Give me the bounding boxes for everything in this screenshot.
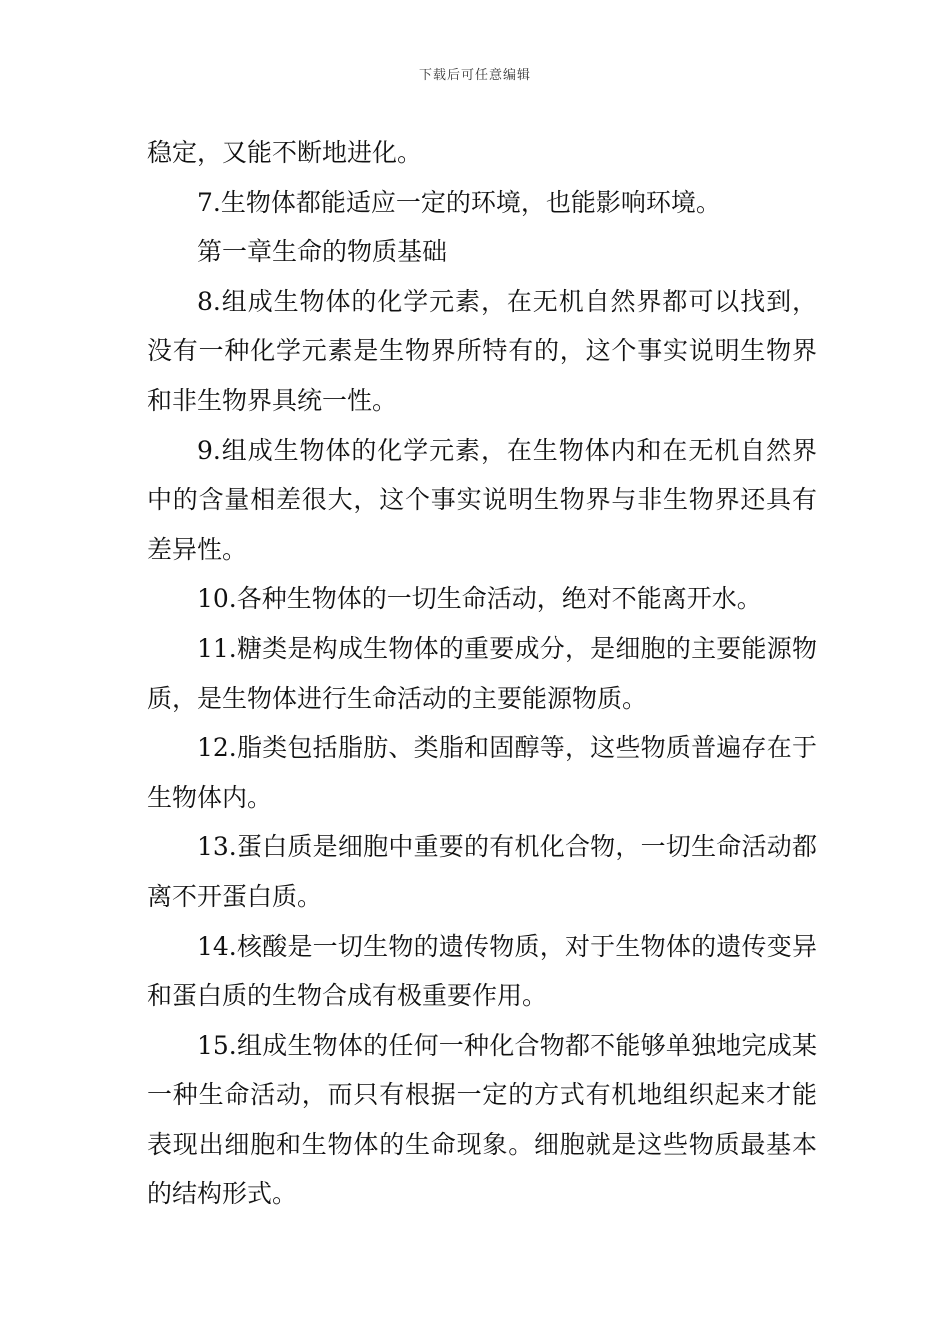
paragraph-item-10: 10.各种生物体的一切生命活动，绝对不能离开水。 <box>197 584 762 614</box>
paragraph-item-15: 15.组成生物体的任何一种化合物都不能够单独地完成某一种生命活动，而只有根据一定的方式有机地组织起来才能表现出细胞和生物体的生命现象。细胞就是这些物质最基本的结构形式。 <box>147 1030 817 1209</box>
paragraph-item-12: 12.脂类包括脂肪、类脂和固醇等，这些物质普遍存在于生物体内。 <box>147 733 817 812</box>
paragraph-item-13: 13.蛋白质是细胞中重要的有机化合物，一切生命活动都离不开蛋白质。 <box>147 832 817 911</box>
paragraph-item-11: 11.糖类是构成生物体的重要成分，是细胞的主要能源物质，是生物体进行生命活动的主要能源物质。 <box>147 633 817 713</box>
paragraph-item-7: 7.生物体都能适应一定的环境，也能影响环境。 <box>197 187 721 217</box>
paragraph-continuation: 稳定，又能不断地进化。 <box>147 138 423 167</box>
paragraph-item-9: 9.组成生物体的化学元素，在生物体内和在无机自然界中的含量相差很大，这个事实说明生物界与非生物界还具有差异性。 <box>147 435 817 564</box>
paragraph-item-8: 8.组成生物体的化学元素，在无机自然界都可以找到，没有一种化学元素是生物界所特有的，这个事实说明生物界和非生物界具统一性。 <box>147 286 817 415</box>
chapter-heading: 第一章生命的物质基础 <box>197 237 448 267</box>
page-header-note: 下载后可任意编辑 <box>418 68 531 83</box>
paragraph-item-14: 14.核酸是一切生物的遗传物质，对于生物体的遗传变异和蛋白质的生物合成有极重要作用。 <box>147 931 817 1011</box>
document-body <box>147 128 817 1219</box>
